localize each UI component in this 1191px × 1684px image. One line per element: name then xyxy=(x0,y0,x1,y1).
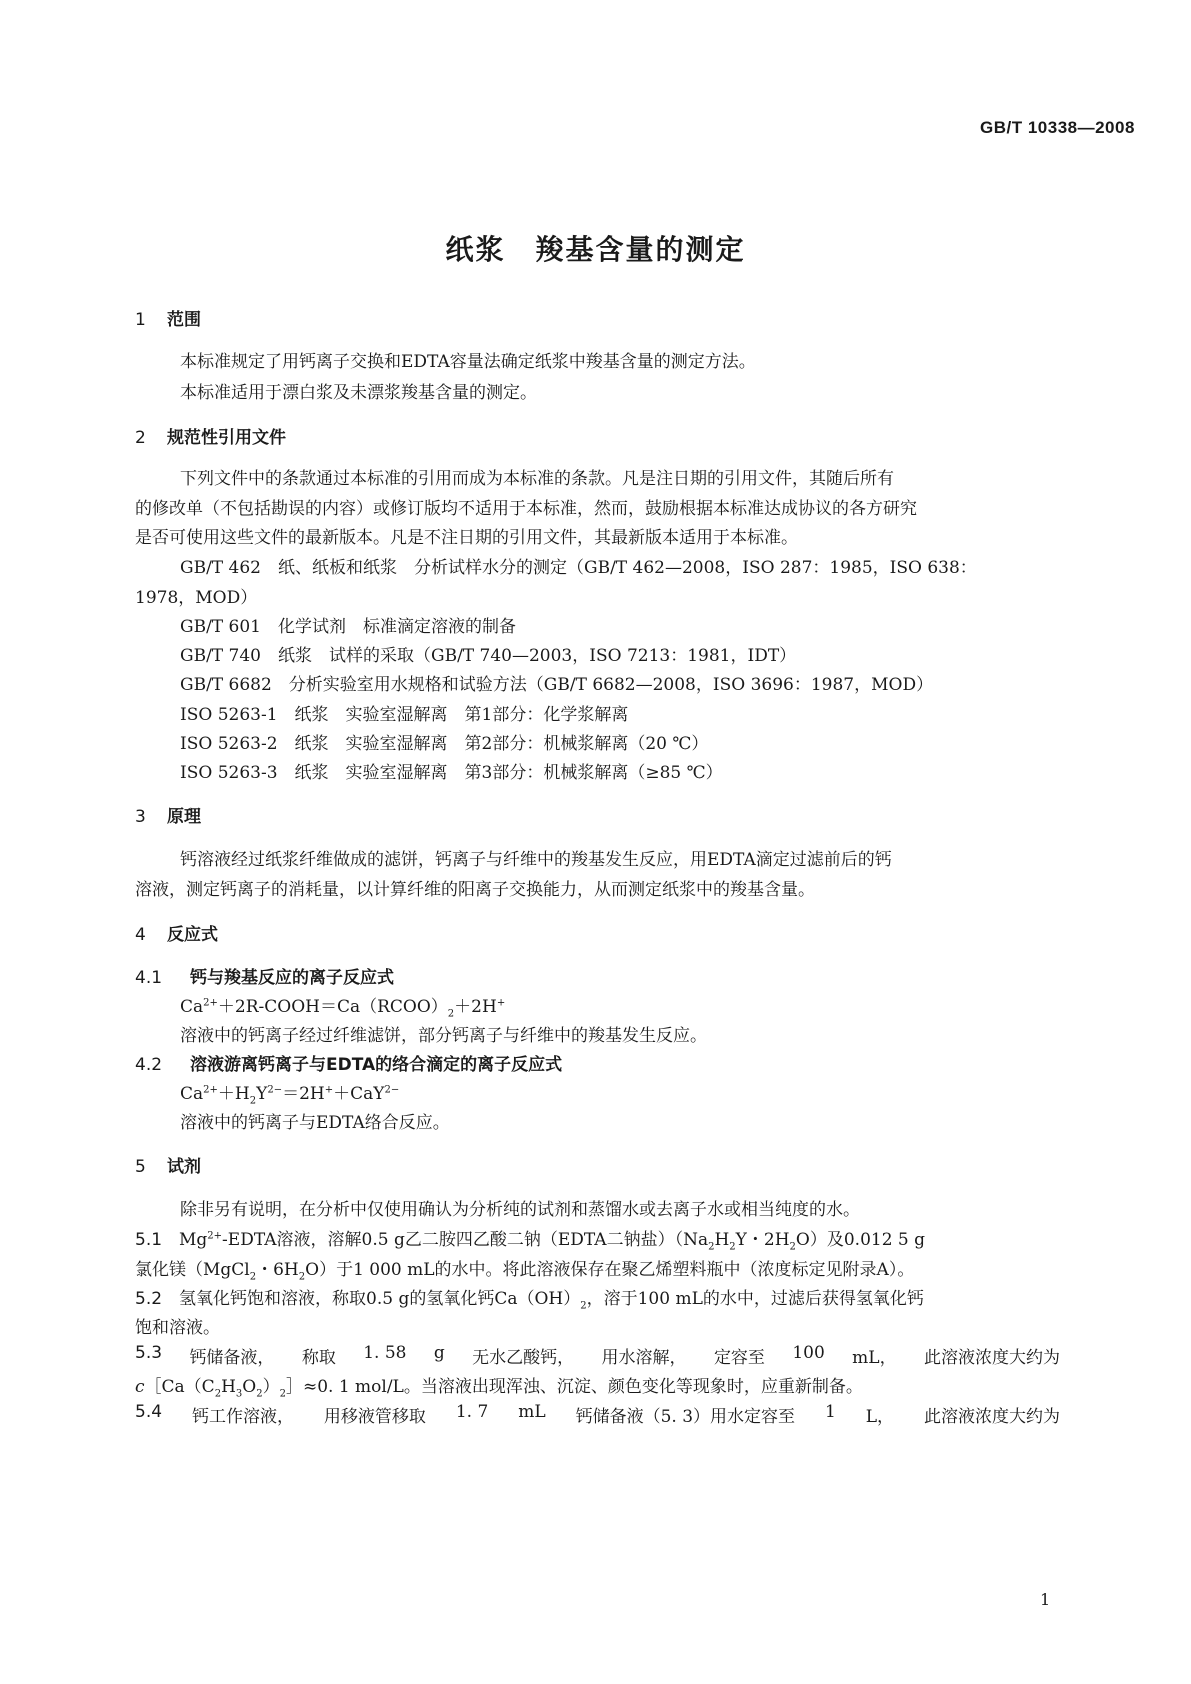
scope-paragraph-1: 本标准规定了用钙离子交换和EDTA容量法确定纸浆中羧基含量的测定方法。 xyxy=(180,352,756,372)
section-5-heading xyxy=(135,1152,201,1177)
reagent-5-1-line-1: 5.1 $Mg^{2+}$-EDTA溶液，溶解0.5 g乙二胺四乙酸二钠（EDTA二钠盐）（$Na_2H_2Y$・$2H_2O$）及0.012 5 g xyxy=(135,1230,926,1253)
reference-item: GB/T 601 化学试剂 标准滴定溶液的制备 xyxy=(180,617,516,637)
section-number: 3 xyxy=(135,807,146,827)
section-number: 1 xyxy=(135,310,146,330)
reagent-5-2-line-2: 饱和溶液。 xyxy=(135,1318,220,1338)
section-title: 规范性引用文件 xyxy=(167,428,286,448)
standard-code: GB/T 10338—2008 xyxy=(980,118,1135,137)
subsection-4-1-heading xyxy=(135,963,394,988)
section-2-heading xyxy=(135,423,286,448)
reference-item: GB/T 740 纸浆 试样的采取（GB/T 740—2003，ISO 7213：1981，IDT） xyxy=(180,646,797,666)
reagent-5-3-line-1: 5.3 钙储备液， 称取 1. 58 g 无水乙酸钙， 用水溶解， 定容至 100 mL， 此溶液浓度大约为 xyxy=(135,1343,1060,1368)
item-number: 5.4 xyxy=(135,1402,163,1422)
references-intro-line-3: 是否可使用这些文件的最新版本。凡是不注日期的引用文件，其最新版本适用于本标准。 xyxy=(135,528,798,548)
principle-line-2: 溶液，测定钙离子的消耗量，以计算纤维的阳离子交换能力，从而测定纸浆中的羧基含量。 xyxy=(135,880,815,900)
section-1-heading xyxy=(135,305,201,330)
subsection-title: 钙与羧基反应的离子反应式 xyxy=(190,968,394,988)
references-intro-line-2: 的修改单（不包括勘误的内容）或修订版均不适用于本标准，然而，鼓励根据本标准达成协议的各方研究 xyxy=(135,499,917,519)
equation-4-1-description: 溶液中的钙离子经过纤维滤饼，部分钙离子与纤维中的羧基发生反应。 xyxy=(180,1026,707,1046)
scope-paragraph-2: 本标准适用于漂白浆及未漂浆羧基含量的测定。 xyxy=(180,383,537,403)
principle-line-1: 钙溶液经过纸浆纤维做成的滤饼，钙离子与纤维中的羧基发生反应，用EDTA滴定过滤前后的钙 xyxy=(180,850,892,870)
subsection-number: 4.2 xyxy=(135,1055,163,1075)
equation-4-2-description: 溶液中的钙离子与EDTA络合反应。 xyxy=(180,1113,450,1133)
references-intro-line-1: 下列文件中的条款通过本标准的引用而成为本标准的条款。凡是注日期的引用文件，其随后所有 xyxy=(180,469,894,489)
reference-item: ISO 5263-1 纸浆 实验室湿解离 第1部分：化学浆解离 xyxy=(180,705,629,725)
subsection-title: 溶液游离钙离子与EDTA的络合滴定的离子反应式 xyxy=(190,1055,563,1075)
reference-item: GB/T 462 纸、纸板和纸浆 分析试样水分的测定（GB/T 462—2008，ISO 287：1985，ISO 638： xyxy=(180,558,977,578)
item-number: 5.1 xyxy=(135,1230,163,1250)
reagents-intro: 除非另有说明，在分析中仅使用确认为分析纯的试剂和蒸馏水或去离子水或相当纯度的水。 xyxy=(180,1200,860,1220)
reference-item: ISO 5263-2 纸浆 实验室湿解离 第2部分：机械浆解离（20 ℃） xyxy=(180,734,709,754)
reference-item-continuation: 1978，MOD） xyxy=(135,588,258,608)
reagent-5-2-line-1: 5.2 氢氧化钙饱和溶液，称取0.5 g的氢氧化钙$Ca(OH)_2$，溶于100 mL的水中，过滤后获得氢氧化钙 xyxy=(135,1289,924,1312)
section-title: 试剂 xyxy=(167,1157,201,1177)
item-number: 5.3 xyxy=(135,1343,163,1363)
reagent-5-4-line-1: 5.4 钙工作溶液， 用移液管移取 1. 7 mL 钙储备液（5. 3）用水定容至 1 L， 此溶液浓度大约为 xyxy=(135,1402,1060,1427)
equation-edta-complexation: $Ca^{2+}+H_2Y^{2-}=2H^++CaY^{2-}$ xyxy=(180,1084,400,1107)
section-title: 原理 xyxy=(167,807,201,827)
equation-calcium-carboxyl: $Ca^{2+}+2R-COOH=Ca(RCOO)_2+2H^+$ xyxy=(180,997,506,1020)
section-title: 范围 xyxy=(167,310,201,330)
document-title: 纸浆 羧基含量的测定 xyxy=(445,233,746,266)
reagent-5-3-line-2: $c[Ca(C_2H_3O_2)_2]\approx 0$. 1 mol/L。当溶液出现浑浊、沉淀、颜色变化等现象时，应重新制备。 xyxy=(135,1377,863,1400)
reagent-5-1-line-2: 氯化镁（MgCl$_2$・$6H_2O$）于1 000 mL的水中。将此溶液保存在聚乙烯塑料瓶中（浓度标定见附录A）。 xyxy=(135,1260,915,1283)
item-number: 5.2 xyxy=(135,1289,163,1309)
subsection-4-2-heading xyxy=(135,1050,562,1075)
section-number: 2 xyxy=(135,428,146,448)
section-4-heading xyxy=(135,920,218,945)
subsection-number: 4.1 xyxy=(135,968,163,988)
section-number: 5 xyxy=(135,1157,146,1177)
reference-item: GB/T 6682 分析实验室用水规格和试验方法（GB/T 6682—2008，ISO 3696：1987，MOD） xyxy=(180,675,934,695)
section-title: 反应式 xyxy=(167,925,218,945)
section-number: 4 xyxy=(135,925,146,945)
reference-item: ISO 5263-3 纸浆 实验室湿解离 第3部分：机械浆解离（≥85 ℃） xyxy=(180,763,723,783)
section-3-heading xyxy=(135,802,201,827)
page-number: 1 xyxy=(1040,1590,1051,1609)
